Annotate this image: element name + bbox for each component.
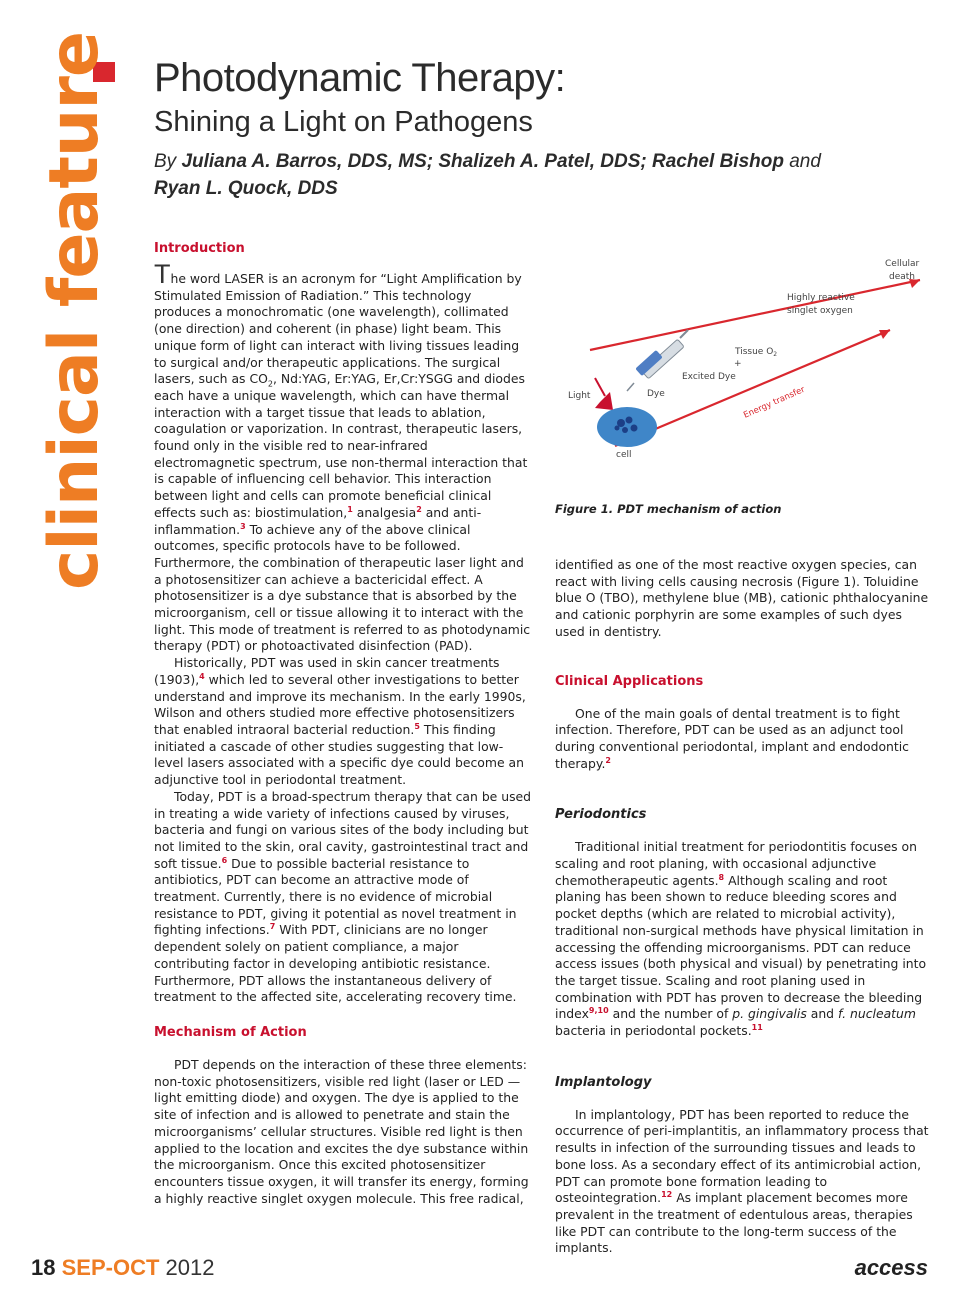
figure-label-excited-dye: Excited Dye — [682, 372, 736, 382]
byline-prefix: By — [154, 151, 182, 172]
issue-year: 2012 — [165, 1255, 215, 1280]
intro-text: and anti-inflammation. — [154, 504, 482, 537]
intro-text: analgesia — [352, 504, 417, 520]
reference-marker: 11 — [751, 1022, 763, 1032]
heading-mechanism: Mechanism of Action — [154, 1025, 307, 1040]
intro-text: Due to possible bacterial resistance to antibiotics, PDT can become an attractive mode of treatment. Currently, there is no evidence of microbial resistance to PDT, giving it potential as novel treatment in fighting infections. — [154, 855, 517, 938]
mechanism-continued-paragraph: identified as one of the most reactive oxygen species, can react with living cells causing necrosis (Figure 1). Toluidine blue O (TBO), methylene blue (MB), cationic phthalocyanine and cationic porphyrin are some examples of such dyes used in dentistry. — [555, 557, 929, 639]
figure-label-singlet-1: Highly reactive — [787, 293, 855, 303]
heading-implantology: Implantology — [555, 1074, 652, 1090]
intro-text: , Nd:YAG, Er:YAG, Er,Cr:YSGG and diodes each have a unique wavelength, which can have thermal interaction with a target tissue that leads to ablation, coagulation or vaporization. In contrast, therapeutic lasers, found only in the visible red to near-infrared electromagnetic spectrum, use non-thermal interaction that is capable of influencing cell behavior. This interaction between light and cells can promote beneficial clinical effects such as: biostimulation, — [154, 371, 528, 520]
issue-months: SEP-OCT — [61, 1255, 160, 1280]
figure-label-light: Light — [568, 391, 591, 401]
species-name: p. gingivalis — [732, 1006, 807, 1022]
column-left-mechanism — [154, 1024, 532, 1207]
mechanism-paragraph: PDT depends on the interaction of these three elements: non-toxic photosensitizers, visible red light (laser or LED — light emitting diode) and oxygen. The dye is applied to the site of infection and is allowed to penetrate and stain the microorganisms’ cellular structures. Visible red light is then applied to the location and excites the dye substance within the microorganism. Once this excited photosensitizer encounters tissue oxygen, it will transfer its energy, forming a highly reactive singlet oxygen molecule. This free radical, — [154, 1057, 529, 1206]
arrow-upper — [590, 280, 920, 350]
figure-label-death-2: death — [889, 272, 915, 282]
article-subtitle: Shining a Light on Pathogens — [154, 106, 533, 138]
figure-label-energy-transfer: Energy transfer — [742, 384, 807, 421]
journal-name: access — [854, 1255, 928, 1280]
light-ray — [595, 378, 605, 396]
reference-marker: 2 — [416, 504, 422, 514]
perio-text: and the number of — [608, 1006, 733, 1022]
figure-label-plus: + — [734, 359, 742, 369]
figure-label-dye: Dye — [647, 389, 665, 399]
column-left-intro — [154, 240, 532, 1006]
perio-text: bacteria in periodontal pockets. — [555, 1023, 752, 1039]
impl-text: In implantology, PDT has been reported to reduce the occurrence of peri-implantitis, an inflammatory process that results in infection of the surrounding tissues and leads to bone loss. As a secondary effect of its antimicrobial action, PDT can promote bone formation leading to osteointegration. — [555, 1106, 929, 1206]
article-title: Photodynamic Therapy: — [154, 56, 566, 100]
byline-authors-2: Ryan L. Quock, DDS — [154, 178, 338, 199]
page-number: 18 — [31, 1255, 56, 1280]
perio-text: Although scaling and root planing has been shown to reduce bleeding scores and pocket depths (which are related to microbial activity), traditional non-surgical methods have physical limitation in accessing the offending microorganisms. PDT can reduce access issues (both physical and visual) by penetrating into the target tissue. Scaling and root planing used in combination with PDT has proven to decrease the bleeding index — [555, 872, 927, 1022]
intro-text: This finding initiated a cascade of other studies suggesting that low-level lasers associated with a specific dye could become an adjunctive tool in periodontal treatment. — [154, 721, 524, 788]
perio-text: Traditional initial treatment for periodontitis focuses on scaling and root planing, with occasional adjunctive chemotherapeutic agents. — [555, 839, 917, 888]
page-footer-left — [31, 1255, 214, 1281]
column-right — [555, 557, 933, 1257]
figure-label-tissue-o2: Tissue $O_2$ — [735, 347, 778, 358]
intro-paragraph-2 — [154, 655, 532, 789]
reference-marker: 9,10 — [588, 1006, 609, 1016]
reference-marker: 8 — [718, 872, 725, 882]
reference-marker: 6 — [221, 855, 228, 865]
intro-text: To achieve any of the above clinical outcomes, specific protocols have to be followed. Furthermore, the combination of therapeutic laser light and a photosensitizer can achieve a bactericidal effect. A photosensitizer is a dye substance that is absorbed by the microorganism, cell or tissue allowing it to interact with the light. This mode of treatment is referred to as photodynamic therapy (PDT) or photoactivated disinfection (PAD). — [154, 521, 531, 654]
reference-marker: 12 — [661, 1190, 673, 1200]
intro-text: With PDT, clinicians are no longer dependent solely on patient compliance, a major contributing factor in developing antibiotic resistance. Furthermore, PDT allows the instantaneous delivery of treatment to the affected site, accelerating recovery time. — [154, 922, 517, 1005]
figure-label-cell: cell — [616, 450, 632, 460]
periodontics-paragraph — [555, 839, 933, 1039]
figure-caption: Figure 1. PDT mechanism of action — [555, 502, 782, 516]
figure-pdt-mechanism — [555, 250, 933, 480]
intro-text: which led to several other investigations to better understand and improve its mechanism. In the early 1990s, Wilson and others studied more effective photosensitizers that enabled intraoral bacterial reduction. — [154, 671, 526, 737]
reference-marker: 5 — [414, 721, 420, 731]
heading-introduction: Introduction — [154, 241, 245, 256]
impl-text: As implant placement becomes more prevalent in the treatment of edentulous areas, therapies like PDT can contribute to the long-term success of the implants. — [555, 1190, 913, 1256]
heading-periodontics: Periodontics — [555, 807, 647, 823]
intro-text: Historically, PDT was used in skin cancer treatments (1903), — [154, 655, 500, 687]
figure-label-singlet-2: singlet oxygen — [787, 306, 853, 316]
reference-marker: 4 — [199, 671, 205, 681]
cell-icon — [597, 407, 657, 447]
reference-marker: 3 — [240, 521, 246, 531]
intro-text: Today, PDT is a broad-spectrum therapy that can be used in treating a wide variety of infections caused by viruses, bacteria and fungi on various sites of the body including but not limited to the skin, oral cavity, gastrointestinal tract and soft tissue. — [154, 788, 532, 871]
intro-paragraph-3 — [154, 789, 532, 1006]
heading-clinical-applications: Clinical Applications — [555, 673, 704, 689]
figure-label-death-1: Cellular — [885, 259, 920, 269]
reference-marker: 7 — [269, 922, 276, 932]
reference-marker: 2 — [605, 755, 611, 765]
section-label-vertical: clinical feature — [35, 32, 114, 590]
species-name: f. nucleatum — [837, 1006, 916, 1022]
intro-paragraph-1 — [154, 259, 532, 655]
subscript: 2 — [267, 379, 273, 389]
intro-text: he word LASER is an acronym for “Light Amplification by Stimulated Emission of Radiation.” This technology produces a monochromatic (one wavelength), collimated (one direction) and coherent (in phase) light beam. This unique form of light can interact with living tissues leading to surgical and/or therapeutic applications. The surgical lasers, such as CO — [154, 271, 522, 387]
byline-and: and — [783, 151, 821, 172]
byline-authors-1: Juliana A. Barros, DDS, MS; Shalizeh A. Patel, DDS; Rachel Bishop — [181, 151, 784, 172]
perio-text: and — [806, 1006, 838, 1022]
implantology-paragraph — [555, 1107, 933, 1257]
clinical-text: One of the main goals of dental treatment is to fight infection. Therefore, PDT can be used as an adjunct tool during conventional periodontal, implant and endodontic therapy. — [555, 705, 909, 771]
byline — [154, 148, 874, 202]
reference-marker: 1 — [347, 504, 353, 514]
drop-cap: T — [154, 259, 171, 289]
clinical-paragraph — [555, 706, 933, 773]
